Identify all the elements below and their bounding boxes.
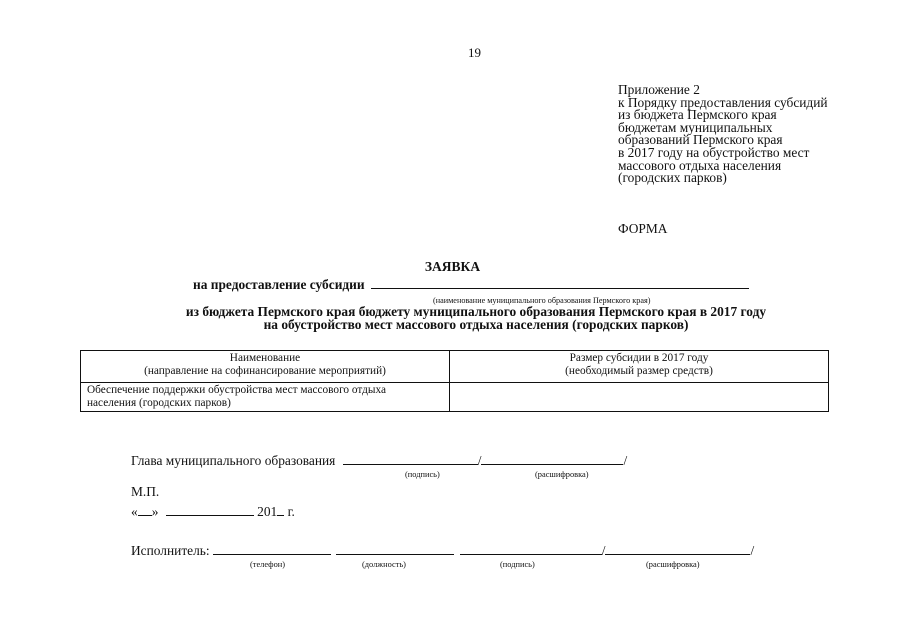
stamp-label: М.П. (131, 484, 160, 499)
header-text: (направление на софинансирование мероприятий) (144, 365, 386, 377)
subtitle-line-1 (193, 277, 749, 293)
head-signature-line (131, 452, 627, 469)
appendix-line: бюджетам муниципальных (618, 119, 773, 135)
form-label: ФОРМА (618, 221, 668, 236)
slash: / (601, 543, 606, 558)
header-text: Размер субсидии в 2017 году (569, 352, 709, 364)
appendix-line: массового отдыха населения (618, 157, 782, 173)
header-text: Наименование (229, 352, 301, 364)
decoding-blank (605, 542, 750, 555)
municipality-caption: (наименование муниципального образования Пермского края) (433, 296, 651, 305)
slash: / (477, 453, 482, 468)
date-suffix: г. (287, 504, 295, 519)
date-year: 201 (257, 504, 278, 519)
subtitle-block (0, 306, 905, 331)
appendix-line: в 2017 году на обустройство мест (618, 144, 810, 160)
head-label: Глава муниципального образования (131, 453, 336, 468)
appendix-line: (городских парков) (618, 170, 727, 186)
table-row-name (87, 384, 447, 410)
cell-text: населения (городских парков) (87, 397, 231, 409)
decoding-blank (481, 452, 623, 465)
position-blank (336, 542, 454, 555)
caption-position: (должность) (362, 560, 406, 569)
appendix-line: Приложение 2 (618, 82, 700, 97)
subtitle-text: на предоставление субсидии (193, 277, 365, 292)
subtitle-line-3: на обустройство мест массового отдыха населения (городских парков) (263, 316, 689, 332)
phone-blank (213, 542, 331, 555)
municipality-blank-line (371, 277, 749, 289)
caption-phone: (телефон) (250, 560, 286, 569)
caption-signature: (подпись) (405, 470, 440, 479)
appendix-line: к Порядку предоставления субсидий (618, 94, 828, 110)
table-header-name (81, 352, 449, 378)
signature-blank (460, 542, 602, 555)
caption-decoding: (расшифровка) (535, 470, 589, 479)
slash: / (623, 453, 628, 468)
caption-decoding: (расшифровка) (646, 560, 700, 569)
appendix-block (618, 84, 893, 185)
date-line (131, 503, 295, 520)
document-title: ЗАЯВКА (424, 259, 481, 274)
header-text: (необходимый размер средств) (565, 365, 713, 377)
date-quote: « (131, 504, 138, 519)
month-blank (166, 503, 254, 516)
executor-line (131, 542, 754, 559)
table-header-amount (450, 352, 828, 378)
page-number: 19 (468, 45, 481, 60)
day-blank (138, 503, 152, 516)
subtitle-line-2: из бюджета Пермского края бюджету муниципального образования Пермского края в 2017 году (185, 304, 767, 319)
appendix-line: образований Пермского края (618, 132, 783, 148)
signature-blank (343, 452, 478, 465)
executor-label: Исполнитель: (131, 543, 210, 558)
table-divider (81, 382, 828, 383)
date-quote: » (151, 504, 159, 519)
cell-text: Обеспечение поддержки обустройства мест массового отдыха (87, 384, 387, 396)
subsidy-table (80, 350, 829, 412)
caption-signature: (подпись) (500, 560, 535, 569)
year-blank (277, 503, 284, 516)
slash: / (750, 543, 755, 558)
appendix-line: из бюджета Пермского края (618, 107, 777, 123)
